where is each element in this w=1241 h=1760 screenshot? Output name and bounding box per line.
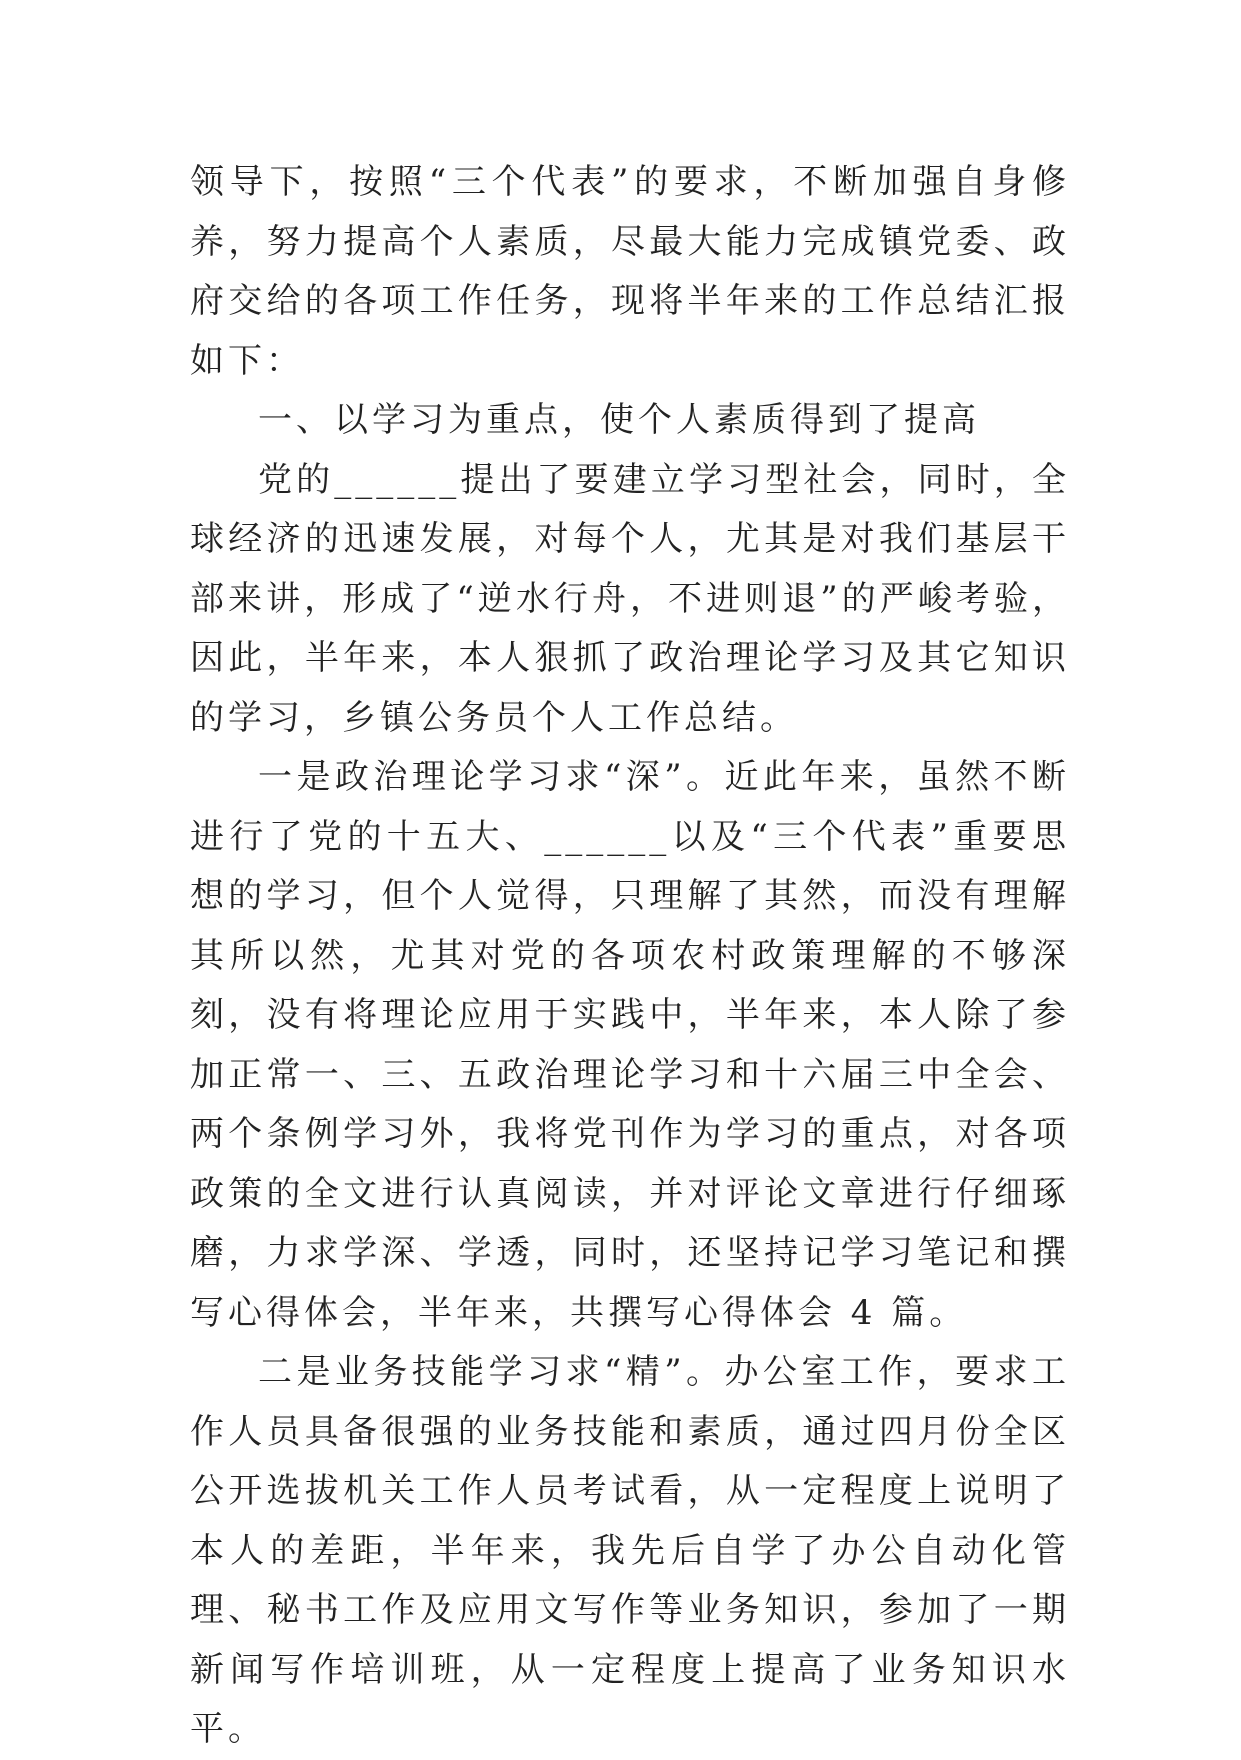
paragraph-study-overview: 党的______提出了要建立学习型社会，同时，全球经济的迅速发展，对每个人，尤其是对我们基层干部来讲，形成了“逆水行舟，不进则退”的严峻考验，因此，半年来，本人狠抓了政治理论学习及其它知识的学习，乡镇公务员个人工作总结。	[190, 459, 1070, 738]
paragraph-intro-continuation: 领导下，按照“三个代表”的要求，不断加强自身修养，努力提高个人素质，尽最大能力完成镇党委、政府交给的各项工作任务，现将半年来的工作总结汇报如下：	[190, 162, 1070, 381]
section-heading-study: 一、以学习为重点，使个人素质得到了提高	[258, 400, 980, 440]
paragraph-political-theory: 一是政治理论学习求“深”。近此年来，虽然不断进行了党的十五大、______以及“三个代表”重要思想的学习，但个人觉得，只理解了其然，而没有理解其所以然，尤其对党的各项农村政策理解的不够深刻，没有将理论应用于实践中，半年来，本人除了参加正常一、三、五政治理论学习和十六届三中全会、两个条例学习外，我将党刊作为学习的重点，对各项政策的全文进行认真阅读，并对评论文章进行仔细琢磨，力求学深、学透，同时，还坚持记学习笔记和撰写心得体会，半年来，共撰写心得体会 4 篇。	[190, 757, 1070, 1333]
paragraph-business-skills: 二是业务技能学习求“精”。办公室工作，要求工作人员具备很强的业务技能和素质，通过四月份全区公开选拔机关工作人员考试看，从一定程度上说明了本人的差距，半年来，我先后自学了办公自动化管理、秘书工作及应用文写作等业务知识，参加了一期新闻写作培训班，从一定程度上提高了业务知识水平。	[190, 1352, 1070, 1749]
document-body	[190, 153, 1070, 1760]
